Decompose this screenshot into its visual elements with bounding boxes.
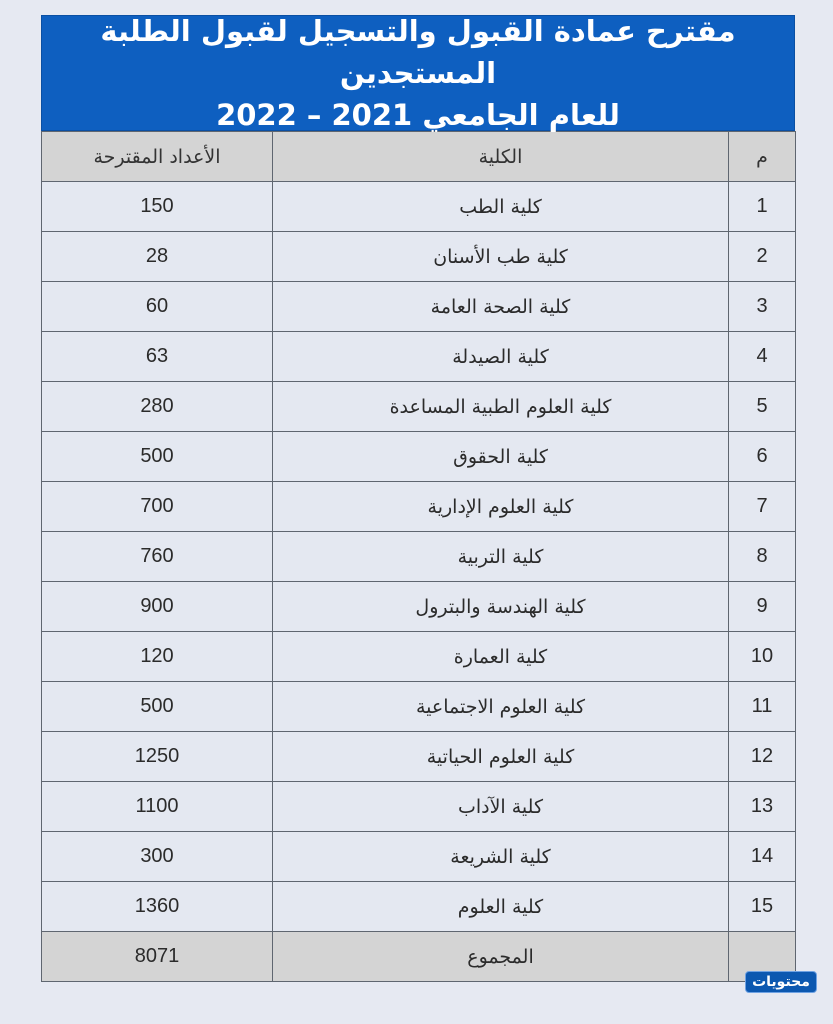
watermark-badge: محتويات	[745, 971, 817, 993]
row-number: 1	[729, 182, 796, 232]
table-row	[42, 432, 796, 482]
header-number: م	[729, 132, 796, 182]
row-college: كلية الصحة العامة	[273, 282, 729, 332]
table-row	[42, 782, 796, 832]
row-proposed: 900	[42, 582, 273, 632]
table-row	[42, 582, 796, 632]
total-value: 8071	[42, 932, 273, 982]
table-row	[42, 332, 796, 382]
row-number: 14	[729, 832, 796, 882]
row-proposed: 500	[42, 682, 273, 732]
table-row	[42, 232, 796, 282]
row-proposed: 120	[42, 632, 273, 682]
title-line-2: للعام الجامعي 2021 – 2022	[216, 98, 620, 132]
row-number: 11	[729, 682, 796, 732]
table-row	[42, 832, 796, 882]
row-college: كلية العلوم الطبية المساعدة	[273, 382, 729, 432]
table-row	[42, 882, 796, 932]
row-proposed: 150	[42, 182, 273, 232]
row-college: كلية الطب	[273, 182, 729, 232]
header-college: الكلية	[273, 132, 729, 182]
row-college: كلية الحقوق	[273, 432, 729, 482]
total-label: المجموع	[273, 932, 729, 982]
row-proposed: 60	[42, 282, 273, 332]
row-number: 12	[729, 732, 796, 782]
row-college: كلية العلوم	[273, 882, 729, 932]
row-college: كلية الشريعة	[273, 832, 729, 882]
table-row	[42, 682, 796, 732]
row-proposed: 28	[42, 232, 273, 282]
row-number: 2	[729, 232, 796, 282]
row-number: 13	[729, 782, 796, 832]
table-row	[42, 732, 796, 782]
row-college: كلية الآداب	[273, 782, 729, 832]
row-proposed: 1360	[42, 882, 273, 932]
row-college: كلية طب الأسنان	[273, 232, 729, 282]
table-header-row	[42, 132, 796, 182]
row-number: 9	[729, 582, 796, 632]
row-number: 7	[729, 482, 796, 532]
title-line-1: مقترح عمادة القبول والتسجيل لقبول الطلبة المستجدين	[100, 14, 736, 90]
row-proposed: 700	[42, 482, 273, 532]
row-college: كلية العلوم الحياتية	[273, 732, 729, 782]
row-number: 10	[729, 632, 796, 682]
table-row	[42, 482, 796, 532]
row-college: كلية التربية	[273, 532, 729, 582]
row-number: 6	[729, 432, 796, 482]
row-college: كلية الهندسة والبترول	[273, 582, 729, 632]
row-proposed: 1100	[42, 782, 273, 832]
row-proposed: 300	[42, 832, 273, 882]
row-college: كلية العمارة	[273, 632, 729, 682]
admissions-table	[41, 131, 796, 982]
row-number: 15	[729, 882, 796, 932]
header-proposed: الأعداد المقترحة	[42, 132, 273, 182]
title-banner	[41, 15, 795, 131]
row-proposed: 63	[42, 332, 273, 382]
row-number: 5	[729, 382, 796, 432]
admissions-table-sheet	[41, 15, 795, 982]
row-proposed: 280	[42, 382, 273, 432]
table-row	[42, 282, 796, 332]
table-row	[42, 382, 796, 432]
row-proposed: 760	[42, 532, 273, 582]
row-number: 3	[729, 282, 796, 332]
row-college: كلية العلوم الإدارية	[273, 482, 729, 532]
total-row	[42, 932, 796, 982]
row-proposed: 500	[42, 432, 273, 482]
row-number: 4	[729, 332, 796, 382]
row-proposed: 1250	[42, 732, 273, 782]
row-college: كلية الصيدلة	[273, 332, 729, 382]
row-number: 8	[729, 532, 796, 582]
table-row	[42, 632, 796, 682]
table-row	[42, 182, 796, 232]
row-college: كلية العلوم الاجتماعية	[273, 682, 729, 732]
table-row	[42, 532, 796, 582]
